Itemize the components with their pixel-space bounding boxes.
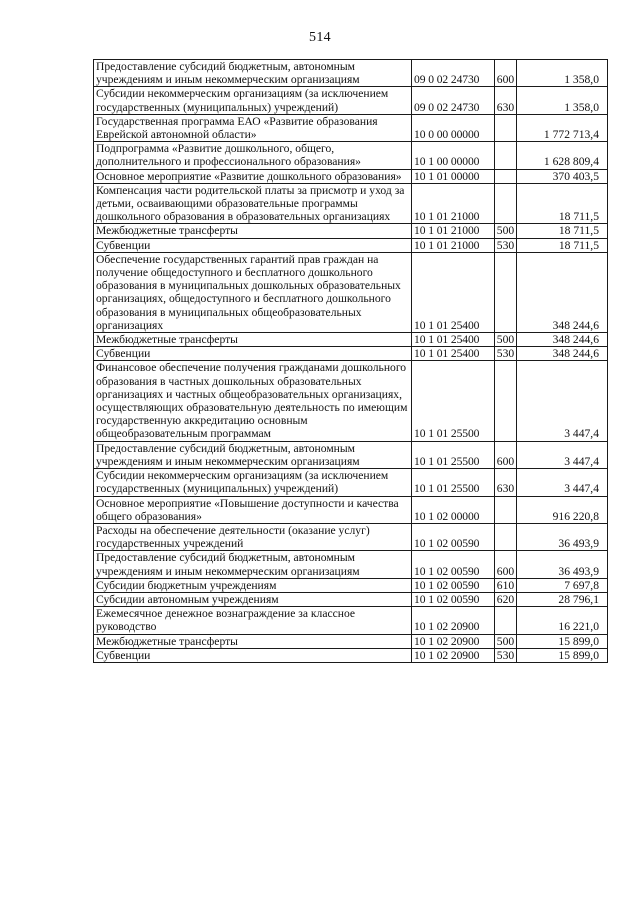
- table-row: [94, 496, 608, 523]
- row-expense-type-cell: [495, 183, 517, 224]
- row-code-cell: 10 1 02 20900: [412, 648, 495, 662]
- row-name-cell: Основное мероприятие «Развитие дошкольного образования»: [94, 169, 412, 183]
- row-name-cell: Обеспечение государственных гарантий прав граждан на получение общедоступного и бесплатного дошкольного образования в муниципальных дошкольных образовательных организациях, общедоступного и бесплатного дошкольного образования в муниципальных общеобразовательных организациях: [94, 252, 412, 332]
- row-expense-type-cell: 500: [495, 224, 517, 238]
- row-expense-type-cell: [495, 496, 517, 523]
- table-row: [94, 361, 608, 441]
- row-code-cell: 10 1 01 25400: [412, 333, 495, 347]
- row-name-cell: Государственная программа ЕАО «Развитие образования Еврейской автономной области»: [94, 114, 412, 141]
- row-amount-cell: 15 899,0: [517, 648, 608, 662]
- row-expense-type-cell: 610: [495, 578, 517, 592]
- row-name-cell: Межбюджетные трансферты: [94, 333, 412, 347]
- table-row: [94, 252, 608, 332]
- row-expense-type-cell: 620: [495, 592, 517, 606]
- row-expense-type-cell: 600: [495, 441, 517, 468]
- row-amount-cell: 3 447,4: [517, 361, 608, 441]
- row-code-cell: 10 0 00 00000: [412, 114, 495, 141]
- row-name-cell: Подпрограмма «Развитие дошкольного, общего, дополнительного и профессионального образования»: [94, 142, 412, 169]
- row-name-cell: Предоставление субсидий бюджетным, автономным учреждениям и иным некоммерческим организациям: [94, 60, 412, 87]
- row-code-cell: 10 1 01 21000: [412, 183, 495, 224]
- row-amount-cell: 1 772 713,4: [517, 114, 608, 141]
- row-name-cell: Предоставление субсидий бюджетным, автономным учреждениям и иным некоммерческим организациям: [94, 551, 412, 578]
- row-name-cell: Субсидии бюджетным учреждениям: [94, 578, 412, 592]
- table-row: [94, 87, 608, 114]
- row-name-cell: Основное мероприятие «Повышение доступности и качества общего образования»: [94, 496, 412, 523]
- row-expense-type-cell: 600: [495, 60, 517, 87]
- row-expense-type-cell: 500: [495, 634, 517, 648]
- row-name-cell: Субвенции: [94, 347, 412, 361]
- row-expense-type-cell: 500: [495, 333, 517, 347]
- row-code-cell: 10 1 02 00590: [412, 592, 495, 606]
- table-row: [94, 441, 608, 468]
- table-row: [94, 551, 608, 578]
- row-name-cell: Межбюджетные трансферты: [94, 634, 412, 648]
- row-code-cell: 10 1 01 21000: [412, 238, 495, 252]
- row-name-cell: Субсидии некоммерческим организациям (за исключением государственных (муниципальных) учреждений): [94, 87, 412, 114]
- row-amount-cell: 36 493,9: [517, 551, 608, 578]
- row-amount-cell: 3 447,4: [517, 441, 608, 468]
- table-row: [94, 523, 608, 550]
- row-name-cell: Субвенции: [94, 648, 412, 662]
- row-name-cell: Предоставление субсидий бюджетным, автономным учреждениям и иным некоммерческим организациям: [94, 441, 412, 468]
- row-expense-type-cell: [495, 252, 517, 332]
- table-row: [94, 60, 608, 87]
- row-code-cell: 10 1 02 00590: [412, 523, 495, 550]
- row-amount-cell: 348 244,6: [517, 333, 608, 347]
- table-row: [94, 169, 608, 183]
- row-code-cell: 10 1 01 25500: [412, 441, 495, 468]
- table-row: [94, 347, 608, 361]
- row-amount-cell: 7 697,8: [517, 578, 608, 592]
- row-expense-type-cell: [495, 142, 517, 169]
- row-expense-type-cell: [495, 523, 517, 550]
- row-amount-cell: 916 220,8: [517, 496, 608, 523]
- row-expense-type-cell: [495, 114, 517, 141]
- row-code-cell: 10 1 01 25500: [412, 361, 495, 441]
- row-amount-cell: 28 796,1: [517, 592, 608, 606]
- row-amount-cell: 1 358,0: [517, 60, 608, 87]
- row-amount-cell: 1 628 809,4: [517, 142, 608, 169]
- row-expense-type-cell: 530: [495, 238, 517, 252]
- table-row: [94, 238, 608, 252]
- row-expense-type-cell: 530: [495, 347, 517, 361]
- table-row: [94, 634, 608, 648]
- row-name-cell: Субсидии некоммерческим организациям (за исключением государственных (муниципальных) учреждений): [94, 469, 412, 496]
- row-code-cell: 10 1 02 20900: [412, 607, 495, 634]
- row-name-cell: Субсидии автономным учреждениям: [94, 592, 412, 606]
- row-code-cell: 10 1 01 25400: [412, 252, 495, 332]
- row-expense-type-cell: [495, 169, 517, 183]
- table-row: [94, 333, 608, 347]
- row-amount-cell: 370 403,5: [517, 169, 608, 183]
- row-expense-type-cell: [495, 607, 517, 634]
- row-amount-cell: 348 244,6: [517, 347, 608, 361]
- table-row: [94, 224, 608, 238]
- budget-table-body: [94, 60, 608, 663]
- row-amount-cell: 3 447,4: [517, 469, 608, 496]
- budget-table: [93, 59, 608, 663]
- row-name-cell: Субвенции: [94, 238, 412, 252]
- row-code-cell: 10 1 01 25400: [412, 347, 495, 361]
- row-amount-cell: 1 358,0: [517, 87, 608, 114]
- row-expense-type-cell: 600: [495, 551, 517, 578]
- row-code-cell: 10 1 02 00590: [412, 578, 495, 592]
- row-expense-type-cell: [495, 361, 517, 441]
- row-name-cell: Ежемесячное денежное вознаграждение за классное руководство: [94, 607, 412, 634]
- table-row: [94, 607, 608, 634]
- row-code-cell: 10 1 01 25500: [412, 469, 495, 496]
- table-row: [94, 469, 608, 496]
- row-name-cell: Расходы на обеспечение деятельности (оказание услуг) государственных учреждений: [94, 523, 412, 550]
- table-row: [94, 578, 608, 592]
- row-amount-cell: 36 493,9: [517, 523, 608, 550]
- row-expense-type-cell: 630: [495, 87, 517, 114]
- table-row: [94, 114, 608, 141]
- row-code-cell: 09 0 02 24730: [412, 87, 495, 114]
- row-amount-cell: 18 711,5: [517, 224, 608, 238]
- row-amount-cell: 16 221,0: [517, 607, 608, 634]
- row-amount-cell: 18 711,5: [517, 183, 608, 224]
- row-amount-cell: 348 244,6: [517, 252, 608, 332]
- row-code-cell: 10 1 01 00000: [412, 169, 495, 183]
- table-row: [94, 648, 608, 662]
- row-code-cell: 09 0 02 24730: [412, 60, 495, 87]
- row-amount-cell: 18 711,5: [517, 238, 608, 252]
- table-row: [94, 592, 608, 606]
- page-number: 514: [309, 30, 331, 45]
- row-code-cell: 10 1 02 00590: [412, 551, 495, 578]
- row-code-cell: 10 1 02 00000: [412, 496, 495, 523]
- row-code-cell: 10 1 01 21000: [412, 224, 495, 238]
- row-expense-type-cell: 530: [495, 648, 517, 662]
- row-amount-cell: 15 899,0: [517, 634, 608, 648]
- row-name-cell: Межбюджетные трансферты: [94, 224, 412, 238]
- row-code-cell: 10 1 00 00000: [412, 142, 495, 169]
- table-row: [94, 183, 608, 224]
- table-row: [94, 142, 608, 169]
- row-code-cell: 10 1 02 20900: [412, 634, 495, 648]
- row-name-cell: Компенсация части родительской платы за присмотр и уход за детьми, осваивающими образовательные программы дошкольного образования в образовательных организациях: [94, 183, 412, 224]
- row-expense-type-cell: 630: [495, 469, 517, 496]
- row-name-cell: Финансовое обеспечение получения гражданами дошкольного образования в частных дошкольных образовательных организациях и частных общеобразовательных организациях, осуществляющих образовательную деятельность по имеющим государственную аккредитацию основным общеобразовательным программам: [94, 361, 412, 441]
